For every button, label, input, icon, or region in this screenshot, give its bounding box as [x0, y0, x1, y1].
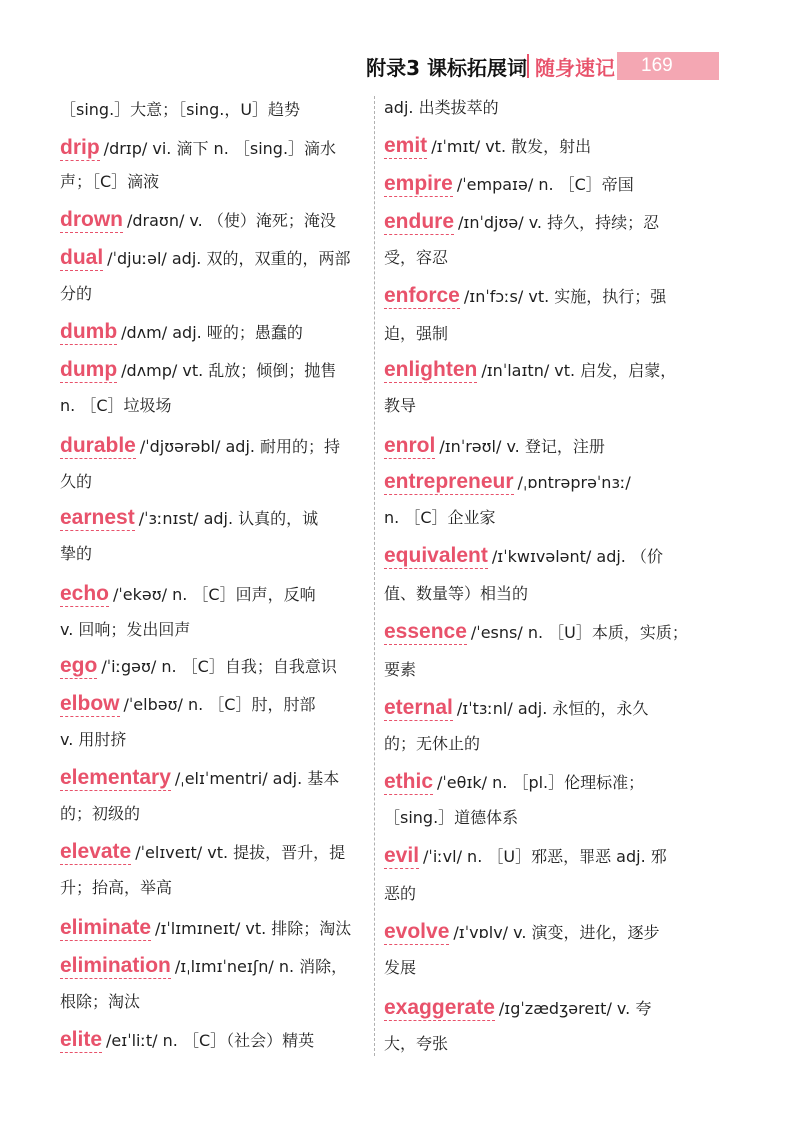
headword: dump — [60, 358, 118, 381]
definition-text: ［sing.］大意；［sing.，U］趋势 — [60, 100, 301, 119]
definition-text: /ɪˈmɪt/ vt. 散发，射出 — [431, 137, 592, 156]
entry-line — [60, 954, 366, 984]
definition-text: /dʌmp/ vt. 乱放；倾倒；抛售 — [121, 361, 337, 380]
header-subtitle: 随身速记 — [535, 56, 615, 80]
definition-text: /ˈɜːnɪst/ adj. 认真的，诚 — [138, 509, 319, 528]
definition-text: /ɪˈtɜːnl/ adj. 永恒的，永久 — [456, 699, 649, 718]
entry-line — [384, 996, 690, 1026]
headword: endure — [384, 210, 455, 233]
definition-text: /ɪˌlɪmɪˈneɪʃn/ n. 消除， — [174, 957, 348, 976]
definition-text: 值、数量等）相当的 — [384, 584, 529, 603]
entry-line — [60, 208, 366, 238]
headword: echo — [60, 582, 110, 605]
entry-line — [60, 506, 366, 536]
continuation-line — [60, 282, 366, 312]
headword: ego — [60, 654, 98, 677]
definition-text: n. ［C］垃圾场 — [60, 396, 172, 415]
entry-line — [384, 358, 690, 388]
definition-text: 受，容忍 — [384, 248, 449, 267]
continuation-line — [60, 470, 366, 500]
headword: dual — [60, 246, 104, 269]
entry-line — [384, 544, 690, 574]
headword: elite — [60, 1028, 103, 1051]
entry-line — [384, 134, 690, 164]
definition-text: 教导 — [384, 396, 417, 415]
definition-text: /ɪnˈrəʊl/ v. 登记，注册 — [439, 437, 605, 456]
continuation-line — [384, 394, 690, 424]
definition-text: adj. 出类拔萃的 — [384, 98, 499, 117]
definition-text: /ˈiːgəʊ/ n. ［C］自我；自我意识 — [101, 657, 337, 676]
continuation-line — [60, 170, 366, 200]
definition-text: 要素 — [384, 660, 417, 679]
continuation-line — [384, 322, 690, 352]
definition-text: /ˈempaɪə/ n. ［C］帝国 — [456, 175, 634, 194]
entry-line — [60, 434, 366, 464]
definition-text: 发展 — [384, 958, 417, 977]
headword: durable — [60, 434, 136, 457]
definition-text: /ɪgˈzædʒəreɪt/ v. 夸 — [498, 999, 652, 1018]
headword: equivalent — [384, 544, 488, 567]
headword: drown — [60, 208, 123, 231]
headword: earnest — [60, 506, 135, 529]
page-number: 169 — [617, 52, 719, 80]
definition-text: /ˈdjʊərəbl/ adj. 耐用的；持 — [139, 437, 341, 456]
definition-text: /ˈesns/ n. ［U］本质，实质； — [470, 623, 688, 642]
definition-text: 的；无休止的 — [384, 734, 481, 753]
continuation-line — [60, 98, 366, 128]
headword: elementary — [60, 766, 171, 789]
definition-text: /ɪˈlɪmɪneɪt/ vt. 排除；淘汰 — [155, 919, 352, 938]
entry-line — [60, 840, 366, 870]
definition-text: 的；初级的 — [60, 804, 141, 823]
continuation-line — [384, 732, 690, 762]
entry-line — [384, 284, 690, 314]
definition-text: 大，夸张 — [384, 1034, 449, 1053]
definition-text: /ˌɒntrəprəˈnɜː/ — [517, 473, 631, 492]
continuation-line — [384, 658, 690, 688]
entry-line — [60, 136, 366, 166]
headword: enforce — [384, 284, 460, 307]
definition-text: /ɪnˈlaɪtn/ vt. 启发，启蒙， — [481, 361, 677, 380]
entry-line — [60, 916, 366, 946]
definition-text: /ɪˈkwɪvələnt/ adj. （价 — [491, 547, 663, 566]
header-separator — [527, 54, 529, 78]
continuation-line — [384, 956, 690, 986]
entry-line — [60, 766, 366, 796]
definition-text: v. 回响；发出回声 — [60, 620, 191, 639]
entry-line — [60, 320, 366, 350]
entry-line — [384, 920, 690, 950]
definition-text: /ˌelɪˈmentri/ adj. 基本 — [174, 769, 340, 788]
entry-line — [384, 620, 690, 650]
continuation-line — [60, 990, 366, 1020]
entry-line — [384, 210, 690, 240]
definition-text: 挚的 — [60, 544, 93, 563]
definition-text: /ˈiːvl/ n. ［U］邪恶，罪恶 adj. 邪 — [423, 847, 667, 866]
headword: evolve — [384, 920, 450, 943]
definition-text: n. ［C］企业家 — [384, 508, 496, 527]
definition-text: /ˈelɪveɪt/ vt. 提拔，晋升，提 — [135, 843, 346, 862]
headword: elimination — [60, 954, 171, 977]
continuation-line — [384, 96, 690, 126]
entry-line — [60, 692, 366, 722]
definition-text: 根除；淘汰 — [60, 992, 141, 1011]
entry-line — [384, 770, 690, 800]
continuation-line — [60, 618, 366, 648]
entry-line — [384, 696, 690, 726]
continuation-line — [384, 506, 690, 536]
definition-text: 迫，强制 — [384, 324, 449, 343]
headword: elevate — [60, 840, 132, 863]
continuation-line — [60, 542, 366, 572]
entry-line — [60, 358, 366, 388]
continuation-line — [384, 246, 690, 276]
entry-line — [384, 470, 690, 500]
definition-text: 声；［C］滴液 — [60, 172, 160, 191]
headword: empire — [384, 172, 453, 195]
definition-text: /ˈdjuːəl/ adj. 双的，双重的，两部 — [107, 249, 351, 268]
definition-text: /dʌm/ adj. 哑的；愚蠢的 — [121, 323, 303, 342]
definition-text: /drɪp/ vi. 滴下 n. ［sing.］滴水 — [103, 139, 337, 158]
continuation-line — [384, 582, 690, 612]
definition-text: 久的 — [60, 472, 93, 491]
definition-text: /ˈekəʊ/ n. ［C］回声，反响 — [113, 585, 316, 604]
definition-text: /ˈeθɪk/ n. ［pl.］伦理标准； — [437, 773, 645, 792]
headword: enrol — [384, 434, 436, 457]
headword: eliminate — [60, 916, 152, 939]
definition-text: /draʊn/ v. （使）淹死；淹没 — [127, 211, 336, 230]
headword: enlighten — [384, 358, 478, 381]
definition-text: /ɪnˈfɔːs/ vt. 实施，执行；强 — [463, 287, 667, 306]
definition-text: /ɪnˈdjʊə/ v. 持久，持续；忍 — [458, 213, 660, 232]
headword: entrepreneur — [384, 470, 514, 493]
column-divider — [374, 96, 375, 1056]
continuation-line — [384, 806, 690, 836]
continuation-line — [60, 394, 366, 424]
continuation-line — [384, 882, 690, 912]
headword: ethic — [384, 770, 434, 793]
entry-line — [384, 844, 690, 874]
headword: drip — [60, 136, 100, 159]
headword: elbow — [60, 692, 120, 715]
entry-line — [60, 1028, 366, 1058]
definition-text: 升；抬高，举高 — [60, 878, 173, 897]
entry-line — [60, 246, 366, 276]
entry-line — [384, 172, 690, 202]
headword: exaggerate — [384, 996, 495, 1019]
continuation-line — [60, 876, 366, 906]
continuation-line — [60, 802, 366, 832]
definition-text: /ˈelbəʊ/ n. ［C］肘，肘部 — [123, 695, 316, 714]
headword: evil — [384, 844, 420, 867]
entry-line — [60, 582, 366, 612]
definition-text: 恶的 — [384, 884, 417, 903]
definition-text: 分的 — [60, 284, 93, 303]
headword: emit — [384, 134, 428, 157]
headword: essence — [384, 620, 467, 643]
definition-text: v. 用肘挤 — [60, 730, 127, 749]
definition-text: /ɪˈvɒlv/ v. 演变，进化，逐步 — [453, 923, 660, 942]
definition-text: ［sing.］道德体系 — [384, 808, 519, 827]
headword: eternal — [384, 696, 453, 719]
entry-line — [60, 654, 366, 684]
headword: dumb — [60, 320, 118, 343]
page-header — [0, 48, 800, 82]
continuation-line — [384, 1032, 690, 1062]
continuation-line — [60, 728, 366, 758]
definition-text: /eɪˈliːt/ n. ［C］（社会）精英 — [106, 1031, 315, 1050]
appendix-title: 附录3 课标拓展词 — [366, 56, 527, 80]
entry-line — [384, 434, 690, 464]
